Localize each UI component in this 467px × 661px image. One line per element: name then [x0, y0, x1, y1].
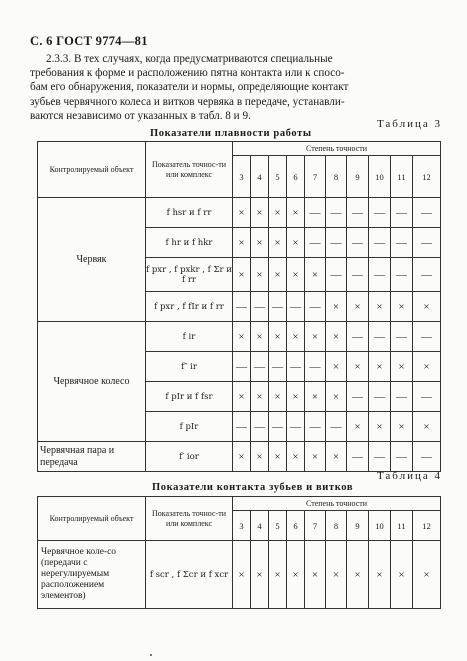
indicator-cell: f ir: [146, 322, 233, 352]
value-cell: ×: [269, 541, 287, 609]
value-cell: ×: [251, 228, 269, 258]
degree-number: 4: [251, 511, 269, 541]
value-cell: ×: [413, 541, 441, 609]
value-cell: ×: [233, 442, 251, 472]
value-cell: —: [251, 292, 269, 322]
value-cell: —: [413, 382, 441, 412]
table-row: [38, 198, 441, 228]
scan-speck: [150, 654, 152, 656]
value-cell: —: [391, 382, 413, 412]
indicator-cell: f′ ior: [146, 442, 233, 472]
table-row: [38, 541, 441, 609]
table3-caption: Таблица 3: [376, 118, 442, 130]
value-cell: —: [305, 412, 326, 442]
table3-smoothness: [37, 141, 441, 472]
value-cell: —: [413, 322, 441, 352]
value-cell: —: [233, 352, 251, 382]
degree-number: 10: [369, 511, 391, 541]
value-cell: ×: [369, 412, 391, 442]
value-cell: —: [233, 412, 251, 442]
col-header-degree: Степень точности: [233, 142, 441, 156]
value-cell: —: [287, 352, 305, 382]
value-cell: —: [326, 412, 347, 442]
value-cell: —: [251, 412, 269, 442]
value-cell: —: [391, 258, 413, 292]
value-cell: —: [347, 228, 369, 258]
value-cell: —: [413, 442, 441, 472]
degree-number: 7: [305, 511, 326, 541]
value-cell: ×: [305, 541, 326, 609]
col-header-indicator: Показатель точнос-ти или комплекс: [146, 497, 233, 541]
value-cell: ×: [305, 322, 326, 352]
value-cell: ×: [305, 382, 326, 412]
col-header-object: Контролируемый объект: [38, 497, 146, 541]
value-cell: ×: [287, 322, 305, 352]
value-cell: ×: [269, 382, 287, 412]
page-header: С. 6 ГОСТ 9774—81: [30, 34, 148, 48]
paragraph-line: ваются независимо от указанных в табл. 8 и 9.: [30, 109, 251, 122]
value-cell: ×: [326, 322, 347, 352]
object-worm-wheel-gear: Червячное коле-со (передачи с нерегулируемым расположением элементов): [38, 541, 146, 609]
value-cell: ×: [287, 442, 305, 472]
value-cell: ×: [269, 228, 287, 258]
value-cell: ×: [233, 258, 251, 292]
value-cell: —: [305, 228, 326, 258]
value-cell: —: [369, 258, 391, 292]
paragraph-2-3-3: [30, 52, 448, 123]
col-header-degree: Степень точности: [233, 497, 441, 511]
value-cell: —: [347, 442, 369, 472]
table4-caption: Таблица 4: [376, 470, 442, 482]
value-cell: ×: [269, 442, 287, 472]
value-cell: —: [269, 412, 287, 442]
value-cell: —: [326, 258, 347, 292]
value-cell: —: [347, 198, 369, 228]
paragraph-line: 2.3.3. В тех случаях, когда предусматриваются специальные: [46, 53, 333, 65]
value-cell: ×: [251, 541, 269, 609]
value-cell: ×: [251, 382, 269, 412]
value-cell: ×: [326, 382, 347, 412]
value-cell: ×: [347, 352, 369, 382]
value-cell: ×: [251, 322, 269, 352]
degree-number: 9: [347, 156, 369, 198]
value-cell: —: [287, 292, 305, 322]
value-cell: —: [413, 258, 441, 292]
value-cell: ×: [326, 292, 347, 322]
value-cell: —: [347, 322, 369, 352]
degree-number: 11: [391, 511, 413, 541]
value-cell: ×: [287, 228, 305, 258]
value-cell: —: [413, 198, 441, 228]
indicator-cell: f pIr и f fsr: [146, 382, 233, 412]
object-worm-wheel: Червячное колесо: [38, 322, 146, 442]
value-cell: ×: [269, 198, 287, 228]
degree-number: 9: [347, 511, 369, 541]
value-cell: ×: [233, 228, 251, 258]
degree-number: 8: [326, 156, 347, 198]
degree-number: 12: [413, 511, 441, 541]
value-cell: —: [413, 228, 441, 258]
degree-number: 7: [305, 156, 326, 198]
value-cell: ×: [287, 258, 305, 292]
table-row: [38, 322, 441, 352]
value-cell: —: [287, 412, 305, 442]
value-cell: ×: [413, 352, 441, 382]
table4-title: Показатели контакта зубьев и витков: [152, 482, 354, 493]
value-cell: ×: [233, 322, 251, 352]
paragraph-line: бам его обнаружения, показатели и нормы, определяющие контакт: [30, 81, 349, 94]
degree-number: 10: [369, 156, 391, 198]
value-cell: —: [326, 228, 347, 258]
value-cell: ×: [391, 412, 413, 442]
col-header-object: Контролируемый объект: [38, 142, 146, 198]
value-cell: ×: [347, 541, 369, 609]
value-cell: ×: [287, 541, 305, 609]
indicator-cell: f hr и f hkr: [146, 228, 233, 258]
value-cell: ×: [305, 442, 326, 472]
value-cell: ×: [369, 352, 391, 382]
value-cell: ×: [326, 352, 347, 382]
value-cell: —: [391, 322, 413, 352]
value-cell: ×: [347, 412, 369, 442]
table4-contact: [37, 496, 441, 609]
value-cell: —: [305, 198, 326, 228]
value-cell: —: [391, 228, 413, 258]
value-cell: ×: [251, 442, 269, 472]
value-cell: ×: [269, 258, 287, 292]
degree-number: 3: [233, 156, 251, 198]
value-cell: ×: [251, 258, 269, 292]
value-cell: ×: [413, 412, 441, 442]
object-worm-pair: Червячная пара и передача: [38, 442, 146, 472]
indicator-cell: f scr , f Σcr и f xcr: [146, 541, 233, 609]
paragraph-line: зубьев червячного колеса и витков червяка в передаче, устанавли-: [30, 95, 345, 108]
value-cell: —: [391, 442, 413, 472]
value-cell: —: [369, 442, 391, 472]
value-cell: ×: [369, 292, 391, 322]
value-cell: —: [369, 198, 391, 228]
value-cell: ×: [413, 292, 441, 322]
value-cell: —: [251, 352, 269, 382]
value-cell: ×: [326, 442, 347, 472]
value-cell: ×: [391, 292, 413, 322]
value-cell: —: [305, 352, 326, 382]
degree-number: 6: [287, 156, 305, 198]
value-cell: ×: [326, 541, 347, 609]
value-cell: ×: [287, 198, 305, 228]
value-cell: —: [233, 292, 251, 322]
value-cell: ×: [233, 382, 251, 412]
degree-number: 12: [413, 156, 441, 198]
indicator-cell: f pxr , f fIr и f rr: [146, 292, 233, 322]
value-cell: ×: [251, 198, 269, 228]
indicator-cell: f″ ir: [146, 352, 233, 382]
value-cell: ×: [233, 198, 251, 228]
degree-number: 5: [269, 511, 287, 541]
degree-number: 8: [326, 511, 347, 541]
paragraph-line: требования к форме и расположению пятна контакта или к спосо-: [30, 67, 345, 80]
value-cell: —: [347, 258, 369, 292]
degree-number: 11: [391, 156, 413, 198]
object-worm: Червяк: [38, 198, 146, 322]
col-header-indicator: Показатель точнос-ти или комплекс: [146, 142, 233, 198]
value-cell: ×: [287, 382, 305, 412]
value-cell: —: [369, 382, 391, 412]
value-cell: ×: [233, 541, 251, 609]
value-cell: ×: [391, 352, 413, 382]
value-cell: ×: [391, 541, 413, 609]
value-cell: ×: [269, 322, 287, 352]
value-cell: —: [369, 322, 391, 352]
value-cell: —: [369, 228, 391, 258]
indicator-cell: f pIr: [146, 412, 233, 442]
degree-number: 3: [233, 511, 251, 541]
degree-number: 5: [269, 156, 287, 198]
value-cell: ×: [369, 541, 391, 609]
value-cell: —: [269, 292, 287, 322]
value-cell: —: [347, 382, 369, 412]
degree-number: 4: [251, 156, 269, 198]
table-row: [38, 442, 441, 472]
value-cell: —: [391, 198, 413, 228]
value-cell: —: [326, 198, 347, 228]
value-cell: —: [269, 352, 287, 382]
value-cell: ×: [347, 292, 369, 322]
degree-number: 6: [287, 511, 305, 541]
value-cell: ×: [305, 258, 326, 292]
indicator-cell: f hsr и f rr: [146, 198, 233, 228]
indicator-cell: f pxr , f pxkr , f Σr и f rr: [146, 258, 233, 292]
value-cell: —: [305, 292, 326, 322]
table3-title: Показатели плавности работы: [150, 128, 312, 139]
